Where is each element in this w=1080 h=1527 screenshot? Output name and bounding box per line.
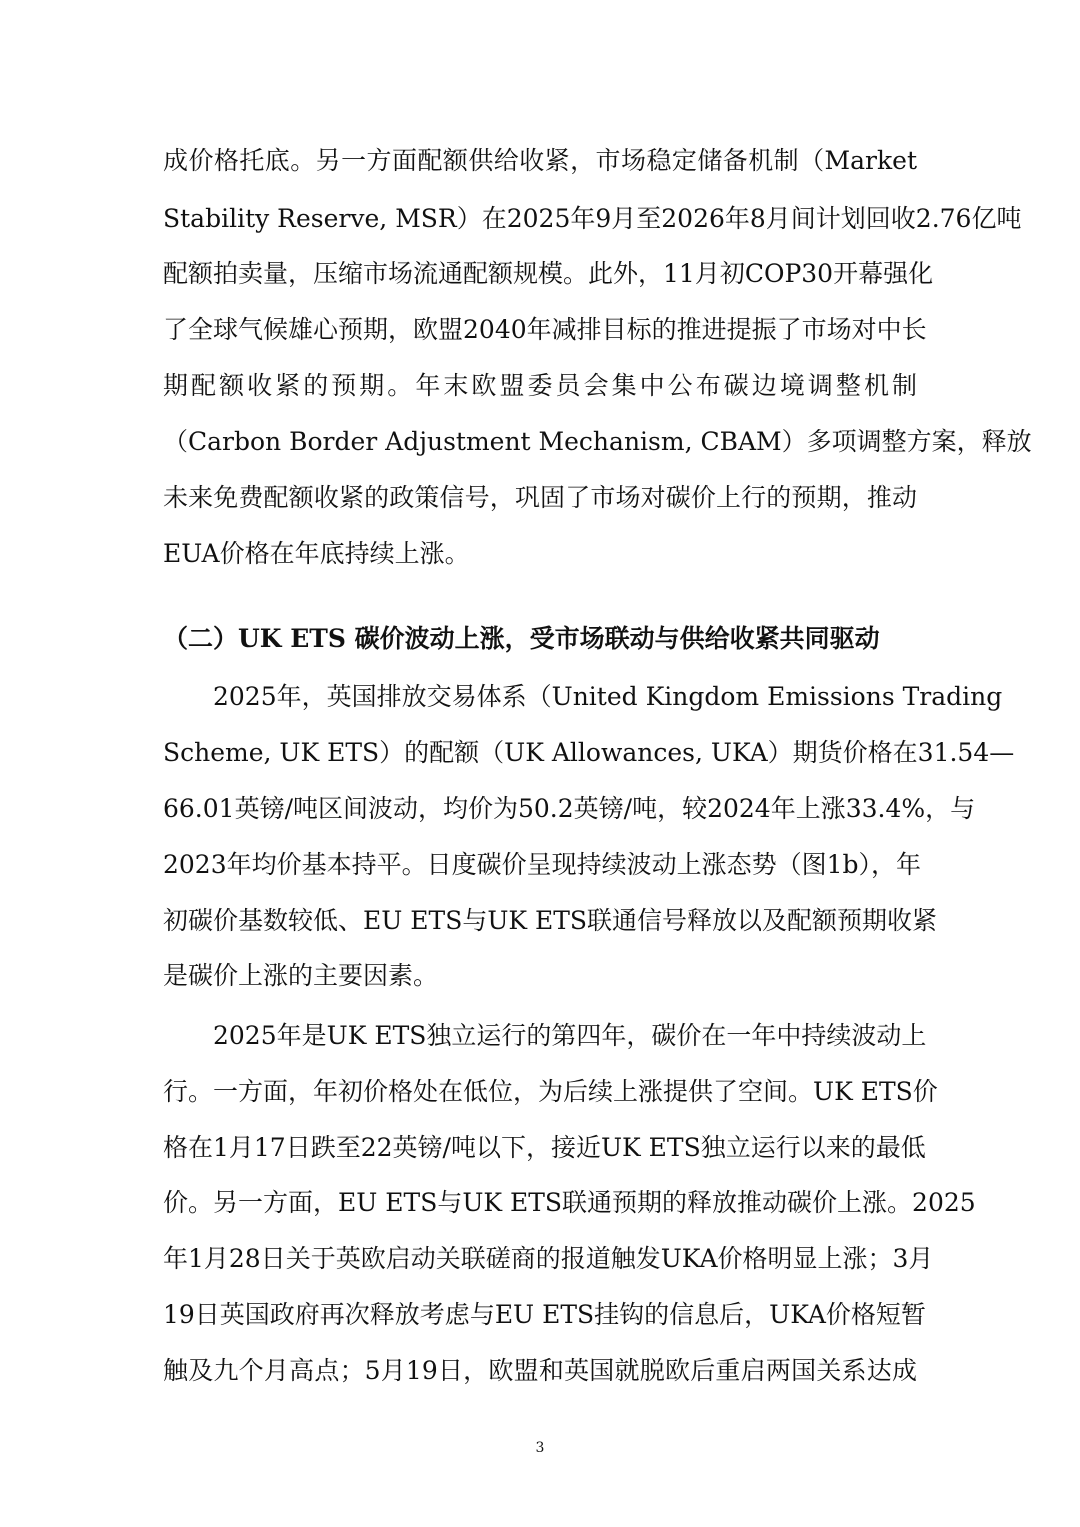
- paragraph-1-line-1: 成价格托底。另一方面配额供给收紧，市场稳定储备机制（Market: [163, 146, 917, 175]
- paragraph-3-line-6: 19日英国政府再次释放考虑与EU ETS挂钩的信息后，UKA价格短暂: [163, 1300, 926, 1329]
- paragraph-1-line-4: 了全球气候雄心预期，欧盟2040年减排目标的推进提振了市场对中长: [163, 315, 927, 344]
- paragraph-3-line-2: 行。一方面，年初价格处在低位，为后续上涨提供了空间。UK ETS价: [163, 1077, 938, 1106]
- paragraph-2-line-4: 2023年均价基本持平。日度碳价呈现持续波动上涨态势（图1b），年: [163, 850, 922, 879]
- paragraph-1-line-3: 配额拍卖量，压缩市场流通配额规模。此外，11月初COP30开幕强化: [163, 259, 934, 288]
- paragraph-2-line-5: 初碳价基数较低、EU ETS与UK ETS联通信号释放以及配额预期收紧: [163, 906, 938, 935]
- paragraph-1-line-6: （Carbon Border Adjustment Mechanism, CBAM）多项调整方案，释放: [163, 427, 1032, 456]
- paragraph-2-line-1: 2025年，英国排放交易体系（United Kingdom Emissions Trading: [213, 682, 1003, 711]
- paragraph-1-line-8: EUA价格在年底持续上涨。: [163, 539, 470, 568]
- paragraph-3-line-4: 价。另一方面，EU ETS与UK ETS联通预期的释放推动碳价上涨。2025: [163, 1188, 976, 1217]
- paragraph-1-line-5: 期配额收紧的预期。年末欧盟委员会集中公布碳边境调整机制: [163, 371, 917, 400]
- page-number: 3: [535, 1440, 545, 1456]
- section-heading: （二）UK ETS 碳价波动上涨，受市场联动与供给收紧共同驱动: [163, 624, 880, 653]
- paragraph-3-line-7: 触及九个月高点；5月19日，欧盟和英国就脱欧后重启两国关系达成: [163, 1356, 917, 1385]
- paragraph-3-line-5: 年1月28日关于英欧启动关联磋商的报道触发UKA价格明显上涨；3月: [163, 1244, 934, 1273]
- paragraph-2-line-6: 是碳价上涨的主要因素。: [163, 961, 439, 990]
- paragraph-3-line-3: 格在1月17日跌至22英镑/吨以下，接近UK ETS独立运行以来的最低: [163, 1133, 926, 1162]
- paragraph-1-line-7: 未来免费配额收紧的政策信号，巩固了市场对碳价上行的预期，推动: [163, 483, 917, 512]
- paragraph-2-line-2: Scheme, UK ETS）的配额（UK Allowances, UKA）期货价格在31.54—: [163, 738, 1015, 767]
- paragraph-1-line-2: Stability Reserve, MSR）在2025年9月至2026年8月间计划回收2.76亿吨: [163, 204, 1022, 233]
- paragraph-2-line-3: 66.01英镑/吨区间波动，均价为50.2英镑/吨，较2024年上涨33.4%，与: [163, 794, 976, 823]
- paragraph-3-line-1: 2025年是UK ETS独立运行的第四年，碳价在一年中持续波动上: [213, 1021, 927, 1050]
